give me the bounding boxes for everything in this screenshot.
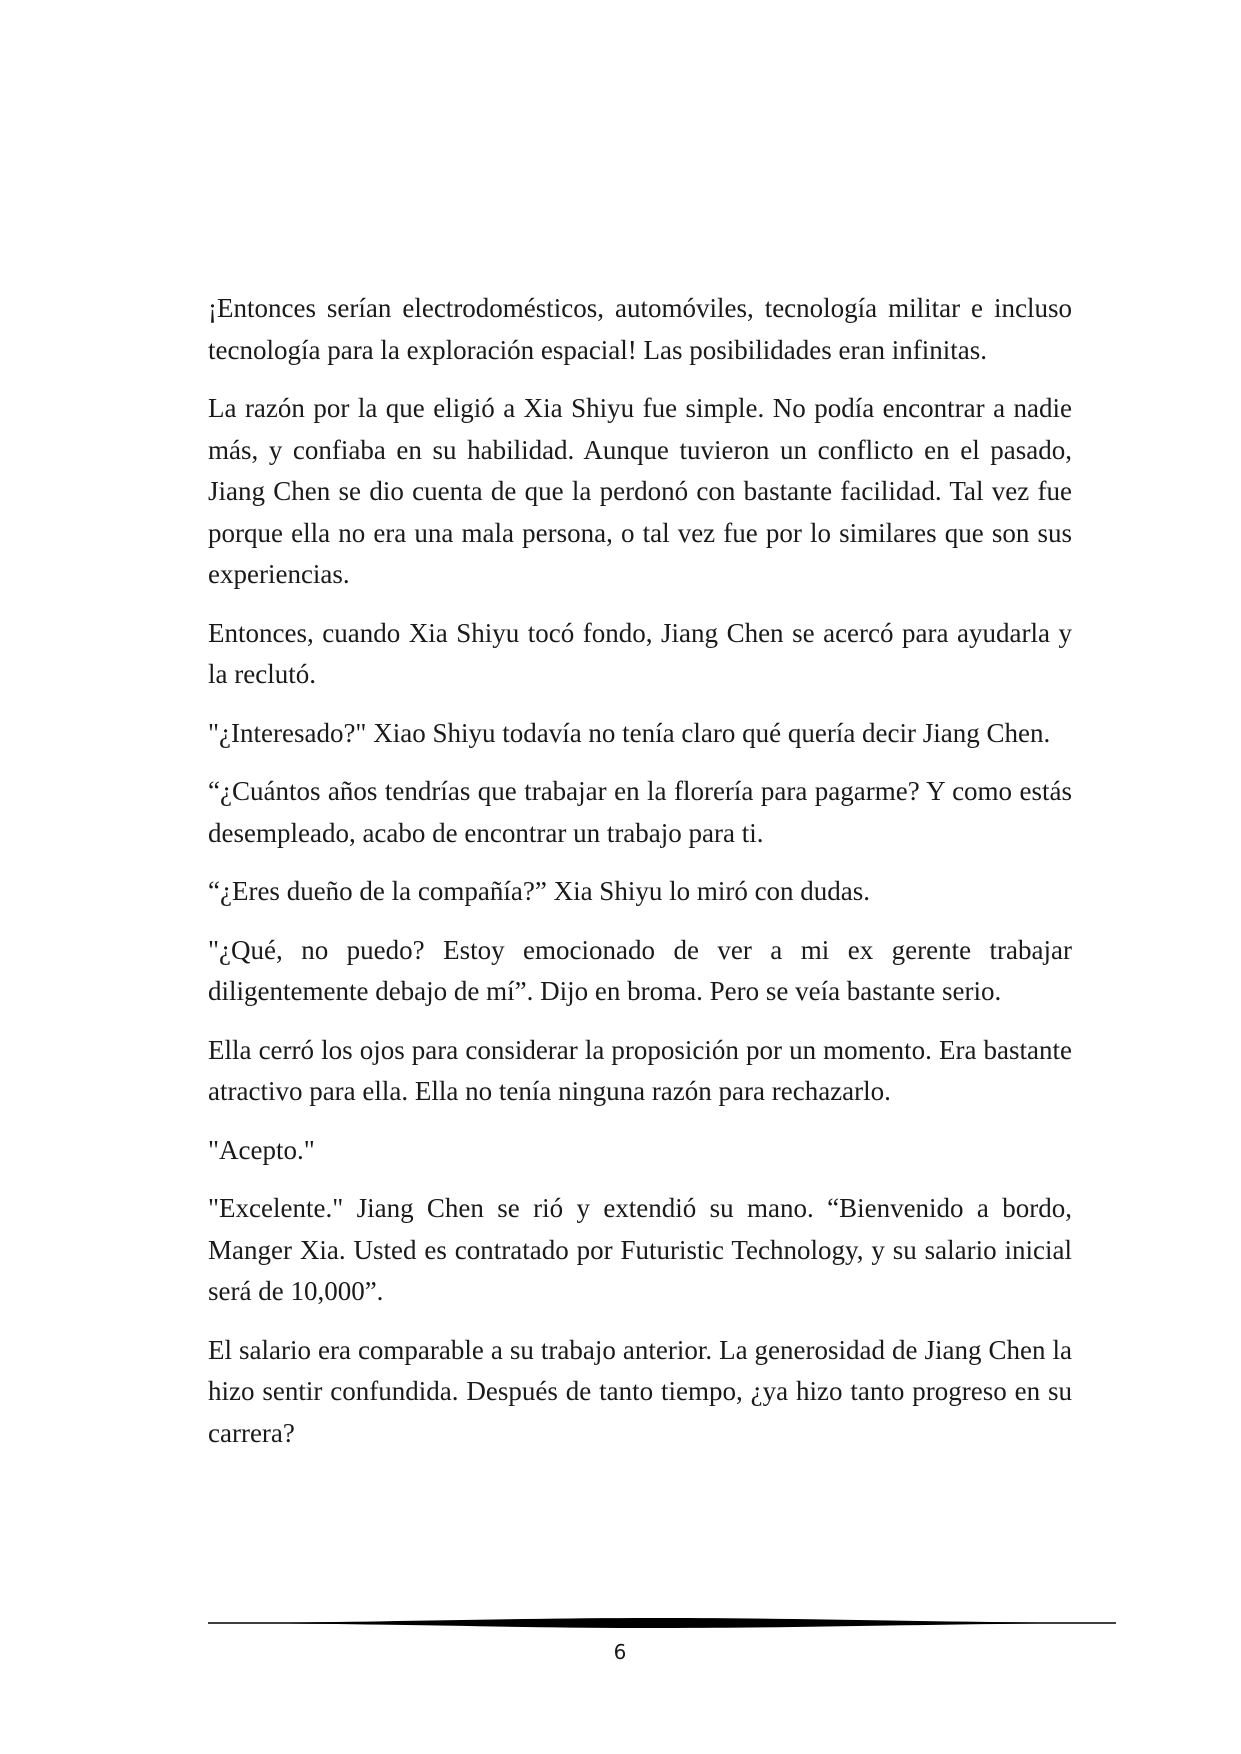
- paragraph: "¿Qué, no puedo? Estoy emocionado de ver a mi ex gerente trabajar diligentemente debajo de mí”. Dijo en broma. Pero se veía bastante serio.: [208, 934, 1072, 1006]
- paragraph: “¿Cuántos años tendrías que trabajar en la florería para pagarme? Y como estás desempleado, acabo de encontrar un trabajo para ti.: [208, 776, 1072, 848]
- footer-divider: [208, 1615, 1116, 1631]
- page-number: 6: [613, 1640, 627, 1664]
- paragraph: "Excelente." Jiang Chen se rió y extendió su mano. “Bienvenido a bordo, Manger Xia. Usted es contratado por Futuristic Technology, y su salario inicial será de 10,000”.: [208, 1193, 1072, 1306]
- paragraph: “¿Eres dueño de la compañía?” Xia Shiyu lo miró con dudas.: [208, 876, 871, 906]
- body-text: [208, 288, 1072, 1471]
- paragraph: "¿Interesado?" Xiao Shiyu todavía no tenía claro qué quería decir Jiang Chen.: [208, 717, 1051, 748]
- paragraph: ¡Entonces serían electrodomésticos, automóviles, tecnología militar e incluso tecnología para la exploración espacial! Las posibilidades eran infinitas.: [208, 293, 1072, 365]
- paragraph: "Acepto.": [208, 1134, 315, 1165]
- paragraph: La razón por la que eligió a Xia Shiyu fue simple. No podía encontrar a nadie más, y confiaba en su habilidad. Aunque tuvieron un conflicto en el pasado, Jiang Chen se dio cuenta de que la perdonó con bastante facilidad. Tal vez fue porque ella no era una mala persona, o tal vez fue por lo similares que son sus experiencias.: [208, 393, 1072, 589]
- paragraph: Entonces, cuando Xia Shiyu tocó fondo, Jiang Chen se acercó para ayudarla y la reclutó.: [208, 617, 1072, 689]
- paragraph: Ella cerró los ojos para considerar la proposición por un momento. Era bastante atractivo para ella. Ella no tenía ninguna razón para rechazarlo.: [208, 1034, 1072, 1106]
- paragraph: El salario era comparable a su trabajo anterior. La generosidad de Jiang Chen la hizo sentir confundida. Después de tanto tiempo, ¿ya hizo tanto progreso en su carrera?: [208, 1334, 1072, 1448]
